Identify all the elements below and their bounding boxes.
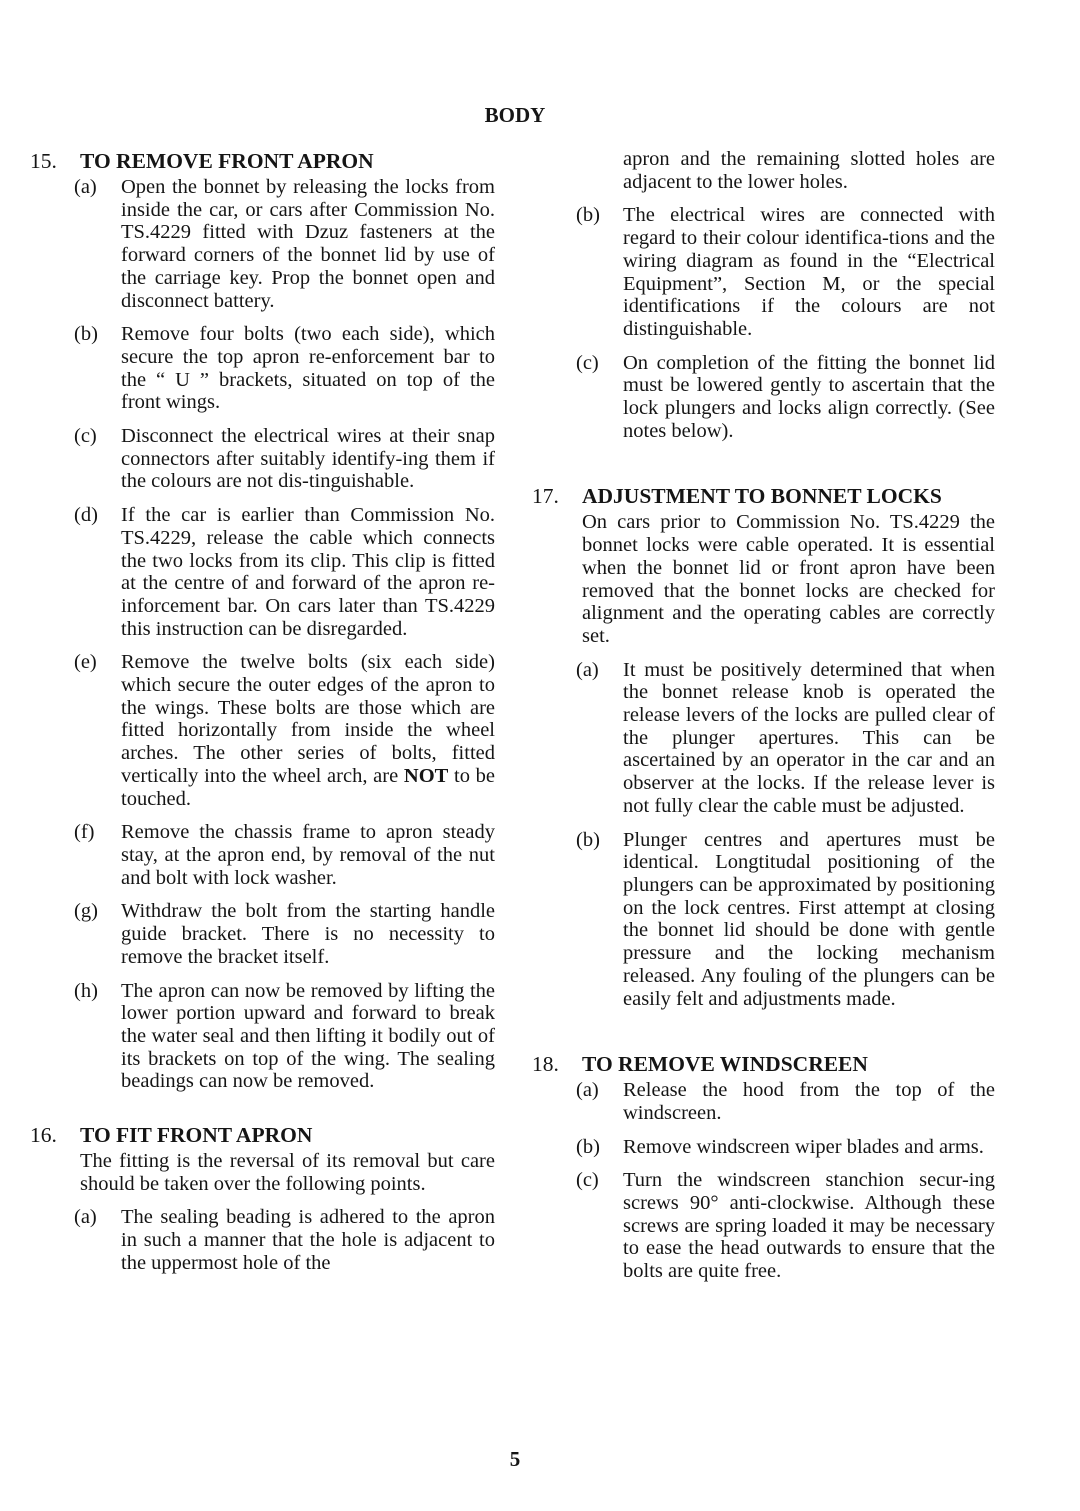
list-item [576, 1079, 995, 1124]
item-text-after: to be touched. [121, 764, 496, 810]
list-item [74, 900, 495, 968]
item-label: (b) [576, 1135, 600, 1158]
left-column [30, 148, 495, 1286]
emphasis-not: NOT [403, 764, 449, 787]
list-item [74, 1206, 495, 1274]
list-item [576, 1169, 995, 1283]
item-label: (f) [74, 821, 95, 844]
item-label: (a) [74, 176, 97, 198]
section-number: 17. [532, 484, 559, 509]
item-text: Remove four bolts (two each side), which secure the top apron re-enforcement bar to the “ U ” brackets, situated on top of the front wings. [121, 323, 495, 414]
list-item [74, 425, 495, 493]
item-text: It must be positively determined that when the bonnet release knob is operated the release levers of the locks are pulled clear of the plunger apertures. This can be ascertained by an operator in the car and an observer at the locks. If the release lever is not fully clear the cable must be adjusted. [623, 658, 995, 817]
item-label: (c) [576, 1169, 599, 1192]
list-item [74, 651, 495, 810]
section-17 [532, 483, 995, 1010]
section-16 [30, 1122, 495, 1275]
section-heading [30, 148, 495, 174]
item-text: If the car is earlier than Commission No. TS.4229, release the cable which connects the two locks from its clip. This clip is fitted at the centre of and forward of the apron re-inforcement bar. On cars later than TS.4229 this instruction can be disregarded. [121, 504, 495, 640]
page-header: BODY [484, 103, 546, 127]
section-intro: On cars prior to Commission No. TS.4229 the bonnet locks were cable operated. It is essential when the bonnet lid or front apron have been removed that the bonnet locks are checked for alignment and the operating cables are correctly set. [582, 511, 995, 647]
item-text [121, 651, 495, 810]
item-text: Turn the windscreen stanchion secur-ing screws 90° anti-clockwise. Although these screws are spring loaded it may be necessary to ease the head outwards to ensure that the bolts are quite free. [623, 1169, 995, 1283]
item-label: (c) [576, 351, 599, 374]
right-column [532, 148, 995, 1294]
item-text: The electrical wires are connected with regard to their colour identifica-tions and the wiring diagram as found in the “Electrical Equipment”, Section M, or the special identifications if the colours are not distinguishable. [623, 204, 995, 340]
section-heading [532, 1051, 995, 1077]
list-item [74, 176, 495, 312]
section-title: TO REMOVE WINDSCREEN [582, 1052, 868, 1077]
item-label: (b) [576, 828, 600, 851]
list-item [576, 352, 995, 443]
item-label: (c) [74, 425, 97, 448]
item-label: (d) [74, 504, 98, 527]
item-text: The apron can now be removed by lifting the lower portion upward and forward to break the water seal and then lifting it bodily out of its brackets on top of the wing. The sealing beadings can now be removed. [121, 979, 495, 1093]
list-item [576, 829, 995, 1011]
list-item [74, 821, 495, 889]
item-text: Release the hood from the top of the windscreen. [623, 1079, 995, 1124]
item-label: (b) [74, 323, 98, 346]
list-item [576, 204, 995, 340]
list-item [74, 504, 495, 640]
section-number: 18. [532, 1052, 559, 1077]
section-heading [30, 1122, 495, 1148]
item-label: (a) [576, 658, 599, 681]
item-label: (h) [74, 979, 98, 1002]
section-number: 16. [30, 1123, 57, 1148]
list-item [74, 323, 495, 414]
section-18 [532, 1051, 995, 1283]
item-text: Plunger centres and apertures must be identical. Longtitudal positioning of the plungers can be approximated by positioning on the lock centres. First attempt at closing the bonnet lid should be done with gentle pressure and the locking mechanism released. Any fouling of the plungers can be easily felt and adjustments made. [623, 828, 995, 1010]
item-text: Remove the chassis frame to apron steady stay, at the apron end, by removal of the nut and bolt with lock washer. [121, 821, 495, 889]
item-text: Remove windscreen wiper blades and arms. [623, 1135, 984, 1158]
item-text: Open the bonnet by releasing the locks from inside the car, or cars after Commission No. TS.4229 fitted with Dzuz fasteners at the forward corners of the bonnet lid by use of the carriage key. Prop the bonnet open and disconnect battery. [121, 176, 495, 312]
list-item [576, 1136, 995, 1159]
section-title: TO FIT FRONT APRON [80, 1123, 313, 1148]
item-text: Disconnect the electrical wires at their snap connectors after suitably identify-ing them if the colours are not dis-tinguishable. [121, 425, 495, 493]
section-number: 15. [30, 149, 57, 173]
item-label: (e) [74, 651, 97, 674]
item-text: On completion of the fitting the bonnet lid must be lowered gently to ascertain that the lock plungers and locks align correctly. (See notes below). [623, 351, 995, 442]
page-number: 5 [509, 1447, 521, 1471]
list-item [74, 980, 495, 1094]
section-title: ADJUSTMENT TO BONNET LOCKS [582, 484, 942, 509]
section-heading [532, 483, 995, 509]
item-label: (b) [576, 204, 600, 227]
item-text-before: Remove the twelve bolts (six each side) which secure the outer edges of the apron to the wings. These bolts are those which are fitted horizontally from inside the wheel arches. The other series of bolts, fitted vertically into the wheel arch, are [121, 651, 495, 787]
item-label: (g) [74, 900, 98, 923]
section-intro: The fitting is the reversal of its removal but care should be taken over the following points. [80, 1150, 495, 1195]
item-label: (a) [74, 1206, 97, 1229]
item-text: The sealing beading is adhered to the apron in such a manner that the hole is adjacent to the uppermost hole of the [121, 1206, 495, 1274]
section-title: TO REMOVE FRONT APRON [80, 149, 374, 173]
list-item [576, 659, 995, 818]
item-label: (a) [576, 1079, 599, 1102]
section-15 [30, 148, 495, 1093]
item-continuation: apron and the remaining slotted holes are adjacent to the lower holes. [623, 148, 995, 193]
item-text: Withdraw the bolt from the starting handle guide bracket. There is no necessity to remove the bracket itself. [121, 900, 495, 968]
